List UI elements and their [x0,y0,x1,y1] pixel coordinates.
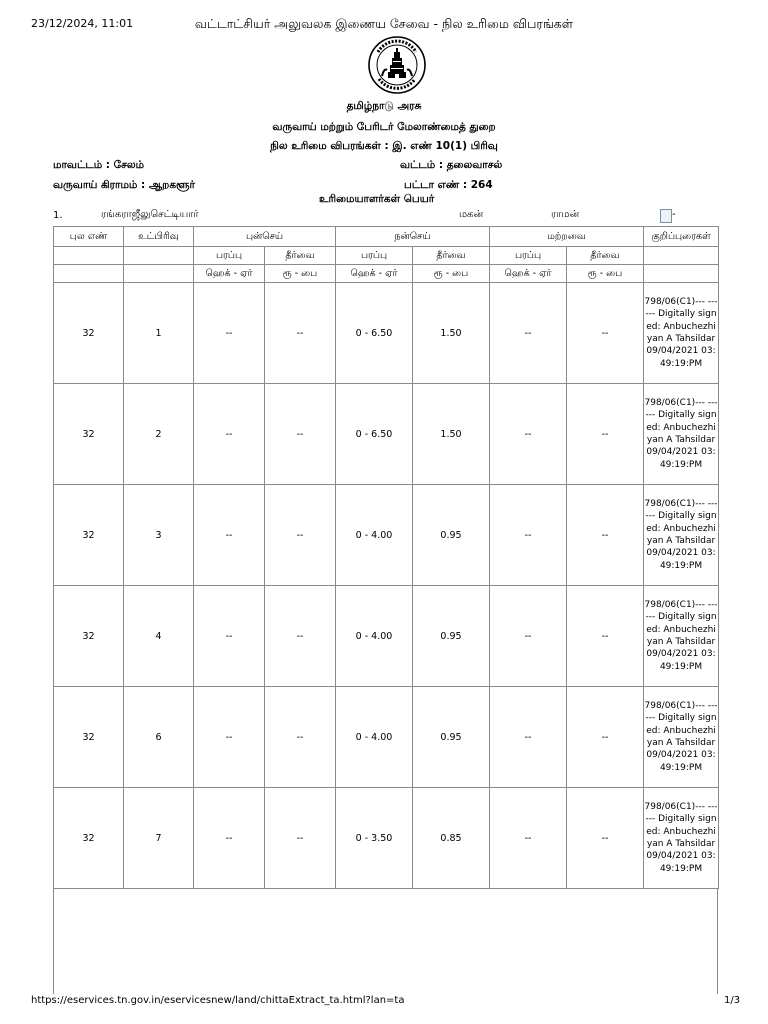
others-assessment-cell: -- [567,485,644,586]
nansei-assessment-cell: 0.95 [413,687,490,788]
footer-page-number: 1/3 [724,995,741,1006]
table-frame-right [717,889,718,994]
punsei-assessment-cell: -- [265,283,336,384]
others-area-cell: -- [490,283,567,384]
remarks-cell: 798/06(C1)--- ------ Digitally signed: Anbuchezhiyan A Tahsildar 09/04/2021 03:49:19:PM [644,586,719,687]
nansei-area-cell: 0 - 4.00 [336,485,413,586]
tamil-nadu-government-emblem-icon [368,36,426,94]
remarks-cell: 798/06(C1)--- ------ Digitally signed: Anbuchezhiyan A Tahsildar 09/04/2021 03:49:19:PM [644,788,719,889]
col-punsei: புன்செய் [194,227,336,247]
col-subdivision: உட்பிரிவு [124,227,194,247]
col-nansei-area: பரப்பு [336,247,413,265]
remarks-cell: 798/06(C1)--- ------ Digitally signed: Anbuchezhiyan A Tahsildar 09/04/2021 03:49:19:PM [644,687,719,788]
footer-url: https://eservices.tn.gov.in/eservicesnew/land/chittaExtract_ta.html?lan=ta [31,995,405,1006]
col-nansei-assessment: தீர்வை [413,247,490,265]
punsei-area-cell: -- [194,384,265,485]
empty-cell [124,265,194,283]
punsei-assessment-cell: -- [265,687,336,788]
table-row [54,384,719,485]
owners-heading: உரிமையாளர்கள் பெயர் [319,193,435,205]
survey-number-cell: 32 [54,384,124,485]
nansei-area-cell: 0 - 4.00 [336,687,413,788]
punsei-area-cell: -- [194,687,265,788]
broken-image-alt: - [672,209,676,220]
col-punsei-area: பரப்பு [194,247,265,265]
empty-cell [54,265,124,283]
table-row [54,586,719,687]
owner-father-name: ராமன் [551,209,580,220]
nansei-assessment-cell: 0.95 [413,586,490,687]
col-nansei: நன்செய் [336,227,490,247]
punsei-assessment-cell: -- [265,384,336,485]
survey-number-cell: 32 [54,788,124,889]
survey-number-cell: 32 [54,586,124,687]
remarks-cell: 798/06(C1)--- ------ Digitally signed: Anbuchezhiyan A Tahsildar 09/04/2021 03:49:19:PM [644,485,719,586]
subdivision-cell: 6 [124,687,194,788]
remarks-cell: 798/06(C1)--- ------ Digitally signed: Anbuchezhiyan A Tahsildar 09/04/2021 03:49:19:PM [644,283,719,384]
punsei-assessment-cell: -- [265,586,336,687]
others-area-cell: -- [490,687,567,788]
subdivision-cell: 1 [124,283,194,384]
nansei-assessment-cell: 1.50 [413,283,490,384]
unit-hectare-are: ஹெக் - ஏர் [194,265,265,283]
print-datetime: 23/12/2024, 11:01 [31,17,134,30]
unit-hectare-are: ஹெக் - ஏர் [336,265,413,283]
unit-rupee-paise: ரூ - பை [567,265,644,283]
owner-relation: மகன் [459,209,484,220]
punsei-area-cell: -- [194,485,265,586]
land-details-table [53,226,719,889]
survey-number-cell: 32 [54,485,124,586]
subdivision-cell: 7 [124,788,194,889]
others-assessment-cell: -- [567,384,644,485]
punsei-area-cell: -- [194,283,265,384]
others-assessment-cell: -- [567,586,644,687]
punsei-area-cell: -- [194,788,265,889]
department-name: வருவாய் மற்றும் பேரிடர் மேலாண்மைத் துறை [272,121,496,133]
table-row [54,485,719,586]
survey-number-cell: 32 [54,283,124,384]
others-area-cell: -- [490,384,567,485]
col-others: மற்றவை [490,227,644,247]
remarks-cell: 798/06(C1)--- ------ Digitally signed: Anbuchezhiyan A Tahsildar 09/04/2021 03:49:19:PM [644,384,719,485]
others-assessment-cell: -- [567,687,644,788]
nansei-assessment-cell: 0.85 [413,788,490,889]
table-row [54,687,719,788]
page-title: வட்டாட்சியர் அலுவலக இணைய சேவை - நில உரிமை விபரங்கள் [194,16,574,31]
table-frame-left [53,889,54,994]
unit-rupee-paise: ரூ - பை [265,265,336,283]
owner-index: 1. [53,210,63,221]
punsei-area-cell: -- [194,586,265,687]
punsei-assessment-cell: -- [265,788,336,889]
col-remarks: குறிப்புரைகள் [644,227,719,247]
nansei-assessment-cell: 1.50 [413,384,490,485]
others-area-cell: -- [490,485,567,586]
empty-cell [54,247,124,265]
patta-number: பட்டா எண் : 264 [404,179,493,191]
survey-number-cell: 32 [54,687,124,788]
unit-hectare-are: ஹெக் - ஏர் [490,265,567,283]
village-label: வருவாய் கிராமம் : ஆறகளூர் [53,179,196,191]
taluk-label: வட்டம் : தலைவாசல் [400,159,503,171]
broken-image-icon [660,209,676,223]
nansei-area-cell: 0 - 6.50 [336,283,413,384]
government-name: தமிழ்நாடு அரசு [346,100,422,112]
empty-cell [644,247,719,265]
col-others-area: பரப்பு [490,247,567,265]
col-survey-number: புல எண் [54,227,124,247]
nansei-area-cell: 0 - 6.50 [336,384,413,485]
nansei-area-cell: 0 - 3.50 [336,788,413,889]
empty-cell [124,247,194,265]
document-subtitle: நில உரிமை விபரங்கள் : இ. எண் 10(1) பிரிவு [270,140,498,152]
table-row [54,788,719,889]
punsei-assessment-cell: -- [265,485,336,586]
col-others-assessment: தீர்வை [567,247,644,265]
others-assessment-cell: -- [567,283,644,384]
col-punsei-assessment: தீர்வை [265,247,336,265]
owner-name: ரங்கராஜீலுசெட்டியார் [101,209,199,220]
district-label: மாவட்டம் : சேலம் [53,159,145,171]
subdivision-cell: 2 [124,384,194,485]
nansei-assessment-cell: 0.95 [413,485,490,586]
subdivision-cell: 4 [124,586,194,687]
empty-cell [644,265,719,283]
subdivision-cell: 3 [124,485,194,586]
others-assessment-cell: -- [567,788,644,889]
nansei-area-cell: 0 - 4.00 [336,586,413,687]
others-area-cell: -- [490,586,567,687]
table-row [54,283,719,384]
others-area-cell: -- [490,788,567,889]
unit-rupee-paise: ரூ - பை [413,265,490,283]
